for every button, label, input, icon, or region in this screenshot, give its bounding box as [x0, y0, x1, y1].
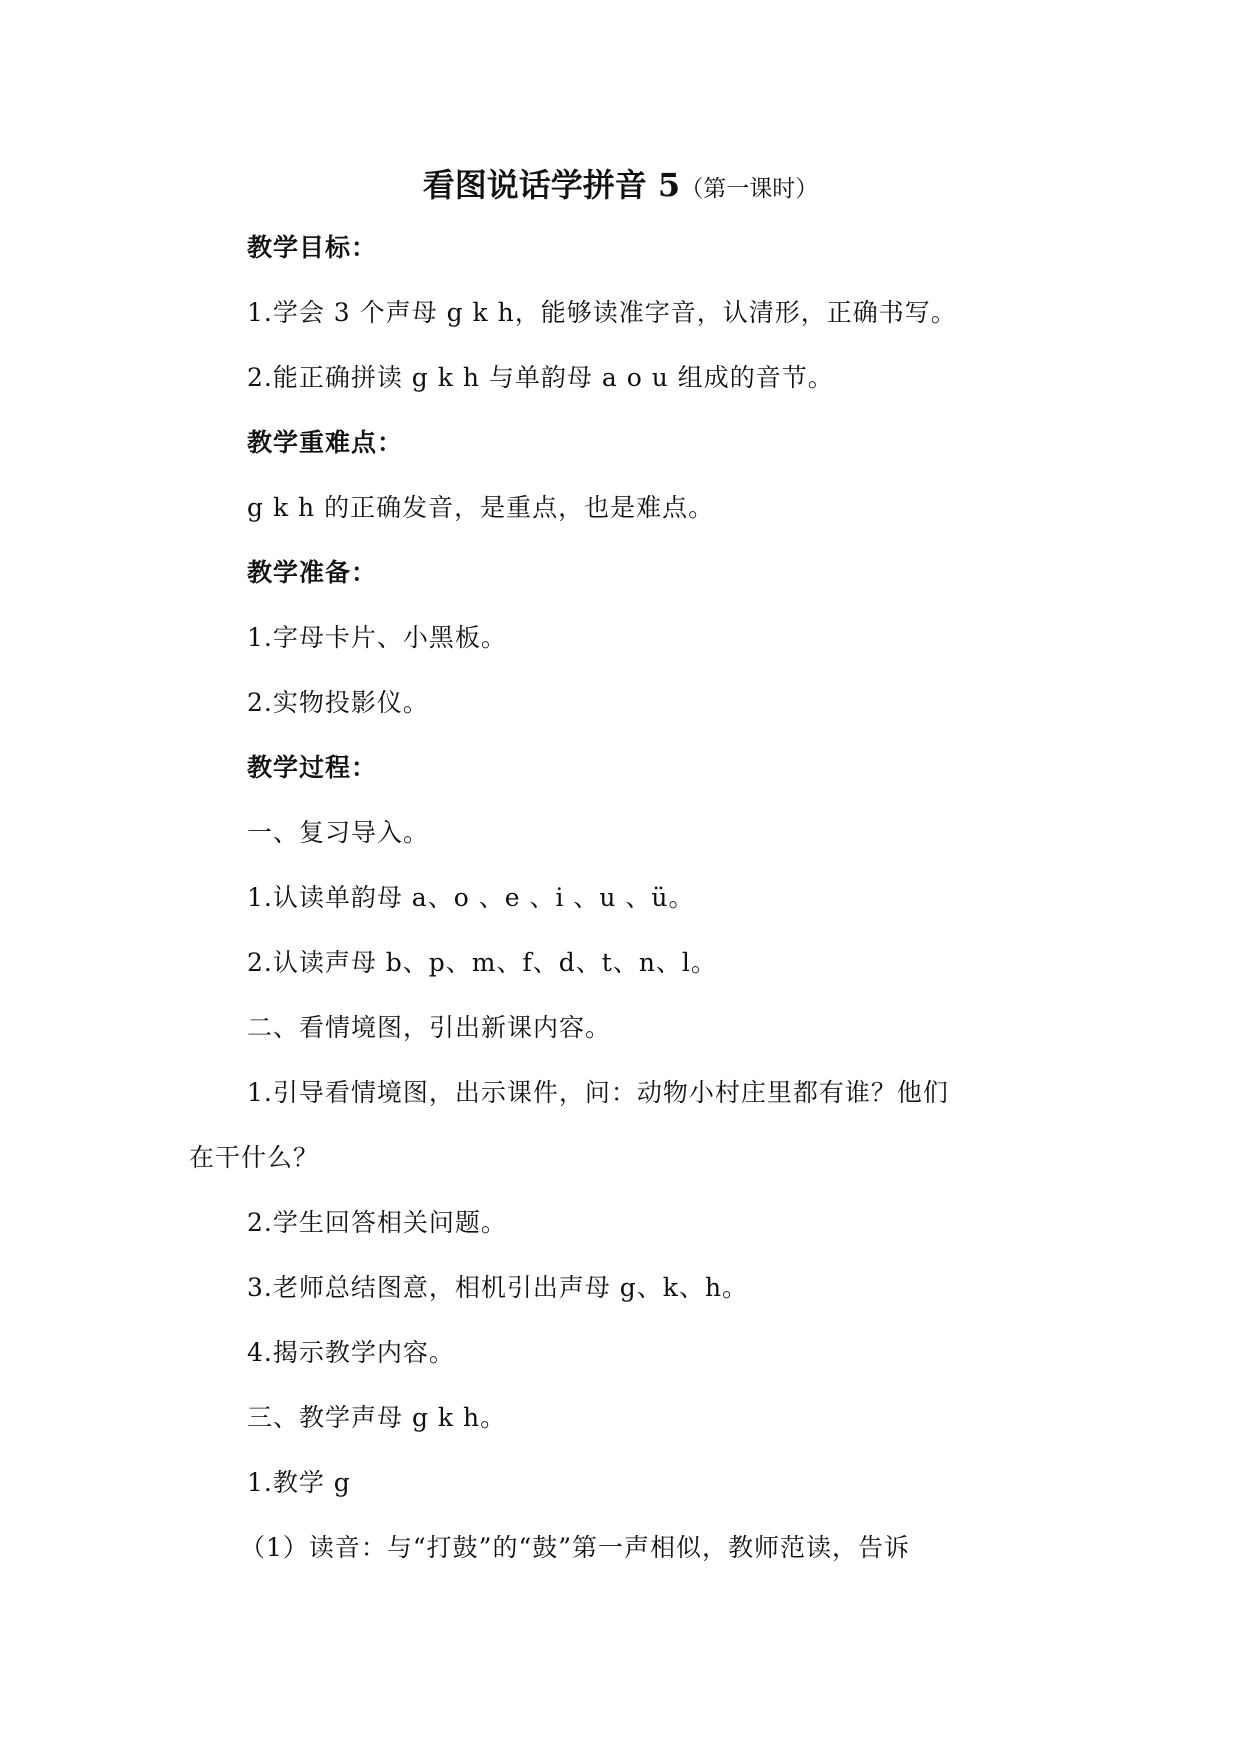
scene-item-1: 1.引导看情境图，出示课件，问：动物小村庄里都有谁？他们 — [247, 1078, 949, 1107]
scene-item-3: 3.老师总结图意，相机引出声母 g、k、h。 — [247, 1273, 749, 1302]
heading-preparation: 教学准备： — [247, 558, 378, 587]
title-main: 看图说话学拼音 5 — [422, 166, 681, 204]
teach-g-pronunciation: （1）读音：与“打鼓”的“鼓”第一声相似，教师范读，告诉 — [240, 1533, 911, 1562]
scene-item-4: 4.揭示教学内容。 — [247, 1338, 455, 1367]
preparation-1: 1.字母卡片、小黑板。 — [247, 623, 507, 652]
key-difficulty-text: g k h 的正确发音，是重点，也是难点。 — [247, 493, 715, 522]
title-sub: （第一课时） — [680, 176, 819, 202]
section-scene: 二、看情境图，引出新课内容。 — [247, 1013, 612, 1042]
heading-teaching-goals: 教学目标： — [247, 233, 378, 262]
review-item-2: 2.认读声母 b、p、m、f、d、t、n、l。 — [247, 948, 717, 977]
section-teach-initials: 三、教学声母 g k h。 — [247, 1403, 507, 1432]
goal-1: 1.学会 3 个声母 g k h，能够读准字音，认清形，正确书写。 — [247, 298, 957, 327]
preparation-2: 2.实物投影仪。 — [247, 688, 429, 717]
heading-key-difficulties: 教学重难点： — [247, 428, 404, 457]
heading-process: 教学过程： — [247, 753, 378, 782]
review-item-1: 1.认读单韵母 a、o 、e 、i 、u 、ü。 — [247, 883, 695, 912]
section-review: 一、复习导入。 — [247, 818, 430, 847]
teach-g: 1.教学 g — [247, 1468, 351, 1497]
scene-item-2: 2.学生回答相关问题。 — [247, 1208, 507, 1237]
document-title — [0, 160, 1241, 206]
goal-2: 2.能正确拼读 g k h 与单韵母 a o u 组成的音节。 — [247, 363, 834, 392]
scene-item-1-cont: 在干什么？ — [189, 1143, 320, 1172]
